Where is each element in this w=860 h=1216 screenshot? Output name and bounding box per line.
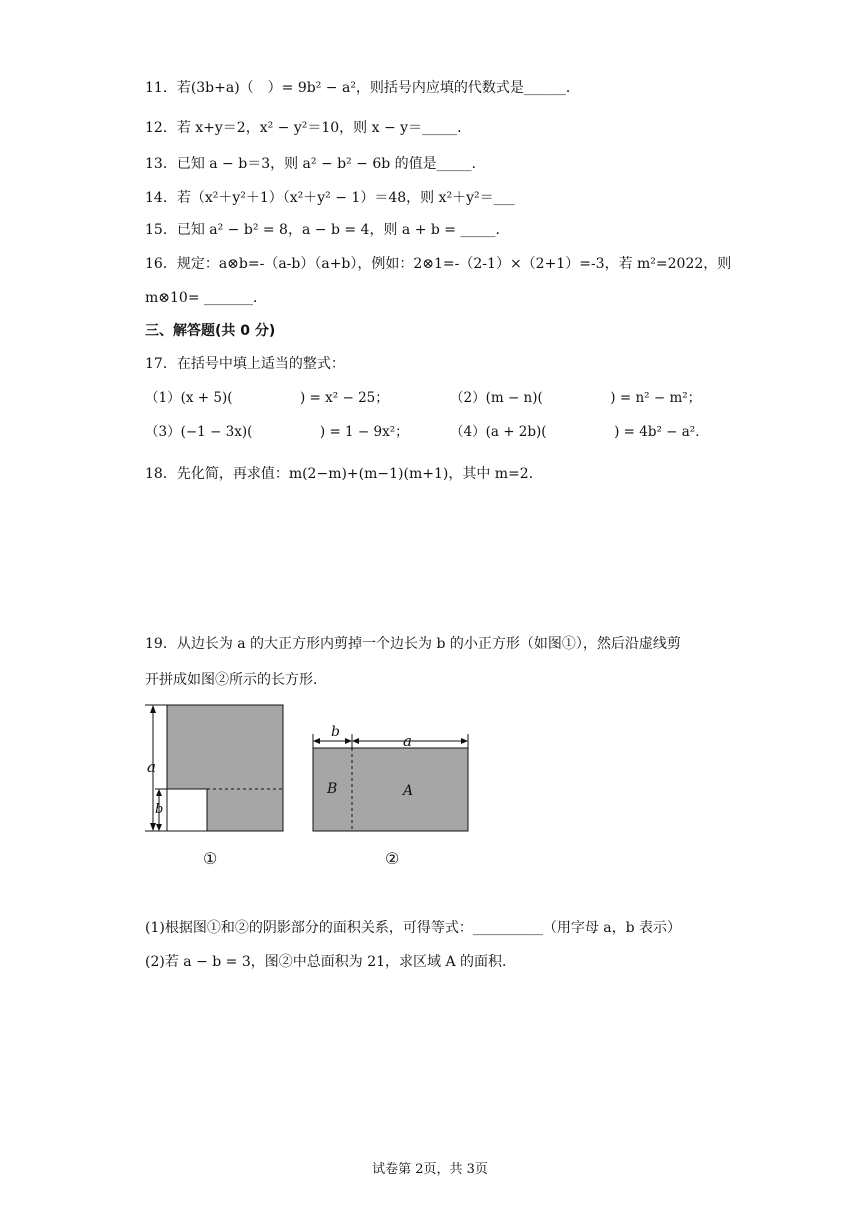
question-17-part-1: （1）(x + 5)( ) = x² − 25； xyxy=(145,390,389,406)
page-footer: 试卷第 2页，共 3页 xyxy=(372,1162,488,1177)
fig1-label-b: b xyxy=(155,802,164,817)
figure-1 xyxy=(140,700,290,870)
section-heading: 三、解答题(共 0 分) xyxy=(145,323,276,339)
fig2-caption: ② xyxy=(385,849,400,868)
fig1-label-a: a xyxy=(147,758,156,776)
question-15: 15．已知 a² − b² = 8，a − b = 4，则 a + b = _____． xyxy=(145,222,510,238)
fig2-label-b: b xyxy=(331,724,340,740)
question-19-part-1: (1)根据图①和②的阴影部分的面积关系，可得等式：__________（用字母 a，b 表示） xyxy=(145,920,682,936)
question-18: 18．先化简，再求值：m(2−m)+(m−1)(m+1)，其中 m=2． xyxy=(145,466,543,482)
question-19-line1: 19．从边长为 a 的大正方形内剪掉一个边长为 b 的小正方形（如图①），然后沿虚线剪 xyxy=(145,636,681,652)
question-12: 12．若 x+y＝2，x² − y²＝10，则 x − y＝_____． xyxy=(145,120,472,136)
question-17-part-2: （2）(m − n)( ) = n² − m²； xyxy=(450,390,702,406)
question-16-line1: 16．规定：a⊗b=-（a-b）（a+b），例如：2⊗1=-（2-1）×（2+1）=-3，若 m²=2022，则 xyxy=(145,256,732,272)
question-19-line2: 开拼成如图②所示的长方形． xyxy=(145,672,327,688)
fig1-small-square xyxy=(167,789,207,831)
fig2-region-A: A xyxy=(403,783,414,799)
question-17-part-4: （4）(a + 2b)( ) = 4b² − a²． xyxy=(450,424,709,440)
figure-2 xyxy=(305,720,480,870)
question-13: 13．已知 a − b＝3，则 a² − b² − 6b 的值是_____． xyxy=(145,156,486,172)
question-14: 14．若（x²＋y²＋1）（x²＋y² − 1）＝48，则 x²＋y²＝___ xyxy=(145,190,515,206)
fig2-region-B: B xyxy=(327,781,338,797)
question-19-part-2: (2)若 a − b = 3，图②中总面积为 21，求区域 A 的面积． xyxy=(145,954,517,970)
fig1-caption: ① xyxy=(203,849,218,868)
question-17-stem: 17．在括号中填上适当的整式： xyxy=(145,356,345,372)
question-11: 11．若(3b+a)（ ）= 9b² − a²，则括号内应填的代数式是______． xyxy=(145,80,580,96)
fig2-label-a: a xyxy=(403,732,412,750)
question-17-part-3: （3）(−1 − 3x)( ) = 1 − 9x²； xyxy=(145,424,409,440)
question-16-line2: m⊗10= _______． xyxy=(145,290,268,306)
